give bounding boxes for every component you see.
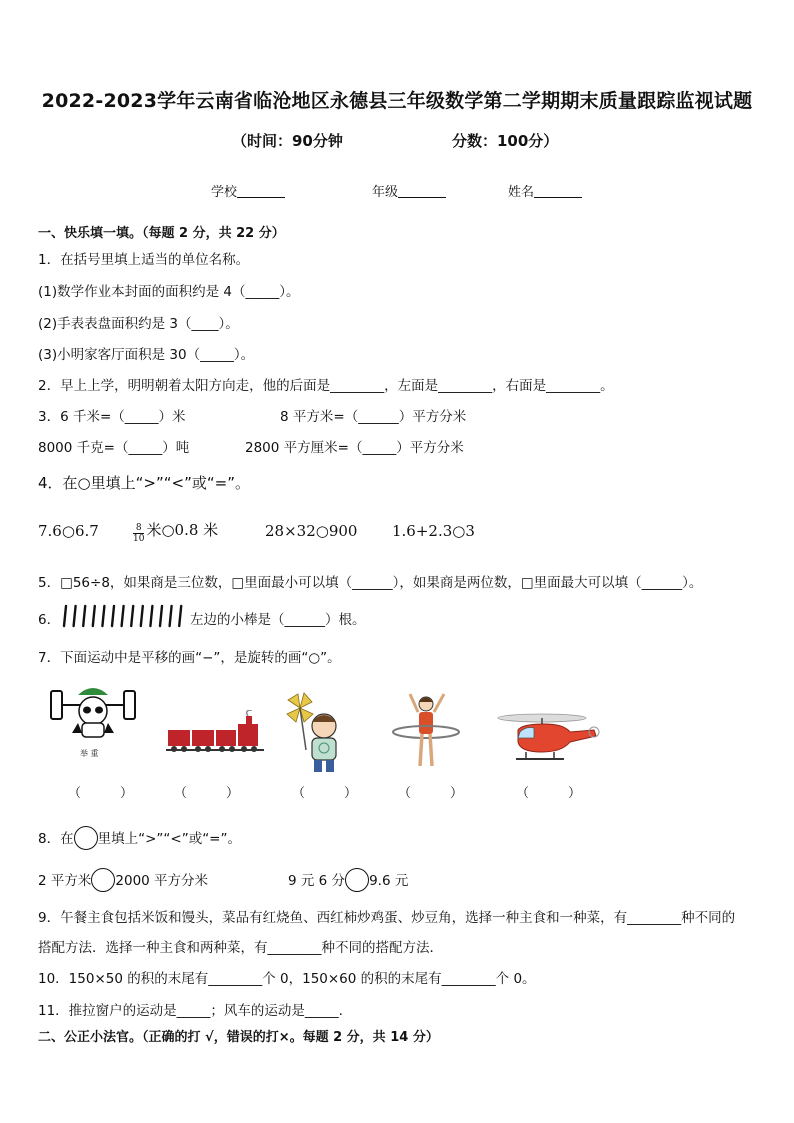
q1-a: (1)数学作业本封面的面积约是 4（_____）。	[38, 284, 300, 300]
grade-label: 年级	[372, 185, 399, 200]
pinwheel-boy-image	[286, 690, 346, 774]
q1-stem: 1．在括号里填上适当的单位名称。	[38, 252, 250, 268]
weightlifting-image	[48, 683, 138, 755]
q7-blank-4[interactable]: （ ）	[398, 786, 464, 801]
train-image	[166, 710, 266, 756]
weightlift-caption: 举 重	[80, 749, 99, 758]
section-2-heading: 二、公正小法官。（正确的打 √，错误的打×。每题 2 分，共 14 分）	[38, 1030, 439, 1045]
hula-hoop-image	[390, 688, 464, 772]
stick	[170, 606, 172, 626]
q9-line-1: 9．午餐主食包括米饭和馒头，菜品有红烧鱼、西红柿炒鸡蛋、炒豆角，选择一种主食和一种菜，有________种不同的	[38, 910, 736, 926]
stick	[131, 606, 133, 626]
stick	[74, 606, 76, 626]
stick	[179, 606, 181, 626]
q4-expr-1: 7.6○6.7	[38, 522, 99, 540]
q7-blank-5[interactable]: （ ）	[516, 786, 582, 801]
q10: 10．150×50 的积的末尾有________个 0，150×60 的积的末尾有________个 0。	[38, 971, 536, 987]
q4-expr-2-rest: 米○0.8 米	[146, 521, 219, 539]
compare-circle-2[interactable]	[345, 868, 369, 892]
q5: 5．□56÷8，如果商是三位数，□里面最小可以填（______），如果商是两位数，□里面最大可以填（______）。	[38, 575, 703, 591]
stick	[102, 606, 104, 626]
stick	[122, 606, 124, 626]
q3-d: 2800 平方厘米=（_____）平方分米	[245, 440, 464, 456]
fraction-numerator: 8	[133, 523, 144, 534]
q3-a: 3．6 千米=（_____）米	[38, 409, 186, 425]
q8-stem	[38, 826, 241, 850]
fraction	[133, 523, 144, 544]
q4-stem: 4．在○里填上“>”“<”或“=”。	[38, 474, 250, 492]
q9-line-2: 搭配方法．选择一种主食和两种菜，有________种不同的搭配方法．	[38, 940, 443, 956]
q3-c: 8000 千克=（_____）吨	[38, 440, 190, 456]
q8-expr-2-left: 9 元 6 分	[288, 873, 346, 889]
q6-number: 6．	[38, 612, 61, 628]
q8-expr-1-left: 2 平方米	[38, 873, 92, 889]
q4-expr-3: 28×32○900	[265, 522, 358, 540]
q7-blank-2[interactable]: （ ）	[174, 786, 240, 801]
q1-c: (3)小明家客厅面积是 30（_____）。	[38, 347, 255, 363]
q4-expr-2	[133, 519, 218, 544]
sticks-illustration	[58, 603, 190, 629]
school-label: 学校	[211, 185, 238, 200]
stick	[160, 606, 162, 626]
stick	[141, 606, 143, 626]
page-title: 2022-2023学年云南省临沧地区永德县三年级数学第二学期期末质量跟踪监视试题	[41, 90, 753, 112]
q6-text: 左边的小棒是（______）根。	[190, 612, 366, 628]
stick	[112, 606, 114, 626]
name-blank	[534, 184, 582, 198]
compare-circle-1[interactable]	[91, 868, 115, 892]
q8-expr-2-right: 9.6 元	[369, 873, 409, 889]
q1-b: (2)手表表盘面积约是 3（____）。	[38, 316, 239, 332]
fraction-denominator: 10	[133, 534, 145, 544]
name-label: 姓名	[508, 185, 535, 200]
stick	[64, 606, 66, 626]
q8-stem-a: 8．在	[38, 831, 74, 847]
q8-stem-b: 里填上“>”“<”或“=”。	[97, 831, 241, 847]
q8-expr-1-right: 2000 平方分米	[115, 873, 209, 889]
q7-blank-1[interactable]: （ ）	[68, 786, 134, 801]
stick	[83, 606, 85, 626]
q7-stem: 7．下面运动中是平移的画“−”，是旋转的画“○”。	[38, 650, 341, 666]
exam-time: （时间：90分钟	[232, 132, 343, 150]
q2: 2．早上上学，明明朝着太阳方向走，他的后面是________，左面是________，右面是________。	[38, 378, 614, 394]
q8-expr-2	[288, 868, 408, 892]
grade-field	[372, 181, 446, 200]
helicopter-image	[496, 710, 600, 764]
stick	[150, 606, 152, 626]
q7-blank-3[interactable]: （ ）	[292, 786, 358, 801]
grade-blank	[398, 184, 446, 198]
school-blank	[237, 184, 285, 198]
q3-b: 8 平方米=（______）平方分米	[280, 409, 467, 425]
name-field	[508, 181, 582, 200]
stick	[93, 606, 95, 626]
school-field	[211, 181, 285, 200]
section-1-heading: 一、快乐填一填。（每题 2 分，共 22 分）	[38, 226, 285, 241]
q8-expr-1	[38, 868, 208, 892]
q4-expr-4: 1.6+2.3○3	[392, 522, 475, 540]
exam-score: 分数：100分）	[452, 132, 559, 150]
q11: 11．推拉窗户的运动是_____；风车的运动是_____.	[38, 1003, 343, 1019]
compare-circle	[74, 826, 98, 850]
